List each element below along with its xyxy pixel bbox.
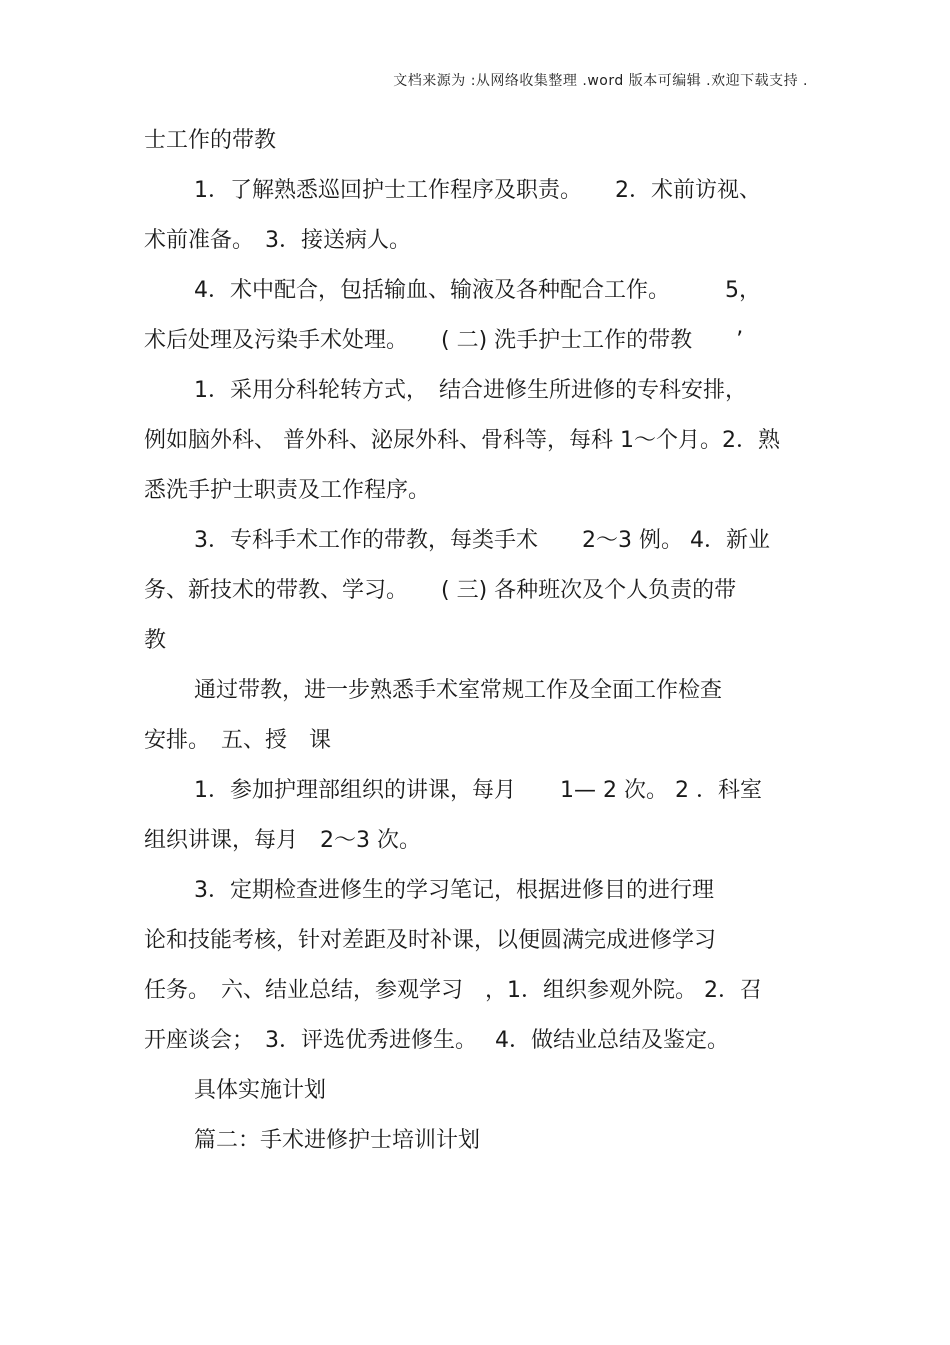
text-line: 术后处理及污染手术处理。 ( 二) 洗手护士工作的带教 ’: [144, 328, 744, 353]
text-line: 任务。 六、结业总结，参观学习 ，1．组织参观外院。 2．召: [144, 978, 762, 1003]
text-line: 务、新技术的带教、学习。 ( 三) 各种班次及个人负责的带: [144, 578, 737, 603]
text-line: 开座谈会； 3．评选优秀进修生。 4．做结业总结及鉴定。: [144, 1028, 729, 1053]
text-line: 3．专科手术工作的带教，每类手术 2～3 例。 4．新业: [194, 528, 770, 553]
text-line: 4．术中配合，包括输血、输液及各种配合工作。 5，: [194, 278, 761, 303]
page-header: 文档来源为 :从网络收集整理 .word 版本可编辑 .欢迎下载支持 .: [393, 73, 808, 89]
text-line: 术前准备。 3．接送病人。: [144, 228, 411, 253]
text-line: 例如脑外科、 普外科、泌尿外科、骨科等，每科 1～个月。2．熟: [144, 428, 780, 453]
text-line: 1．了解熟悉巡回护士工作程序及职责。 2．术前访视、: [194, 178, 761, 203]
text-line: 篇二：手术进修护士培训计划: [194, 1128, 481, 1153]
text-line: 安排。 五、授 课: [144, 728, 332, 753]
text-line: 具体实施计划: [194, 1078, 327, 1103]
text-line: 论和技能考核，针对差距及时补课，以便圆满完成进修学习: [144, 928, 717, 953]
text-line: 组织讲课，每月 2～3 次。: [144, 828, 421, 853]
text-line: 1．参加护理部组织的讲课，每月 1— 2 次。 2 ．科室: [194, 778, 762, 803]
text-line: 教: [144, 628, 167, 653]
text-line: 通过带教，进一步熟悉手术室常规工作及全面工作检查: [194, 678, 723, 703]
text-line: 1．采用分科轮转方式， 结合进修生所进修的专科安排，: [194, 378, 747, 403]
text-line: 3．定期检查进修生的学习笔记，根据进修目的进行理: [194, 878, 714, 903]
text-line: 悉洗手护士职责及工作程序。: [144, 478, 431, 503]
text-line: 士工作的带教: [144, 128, 277, 153]
